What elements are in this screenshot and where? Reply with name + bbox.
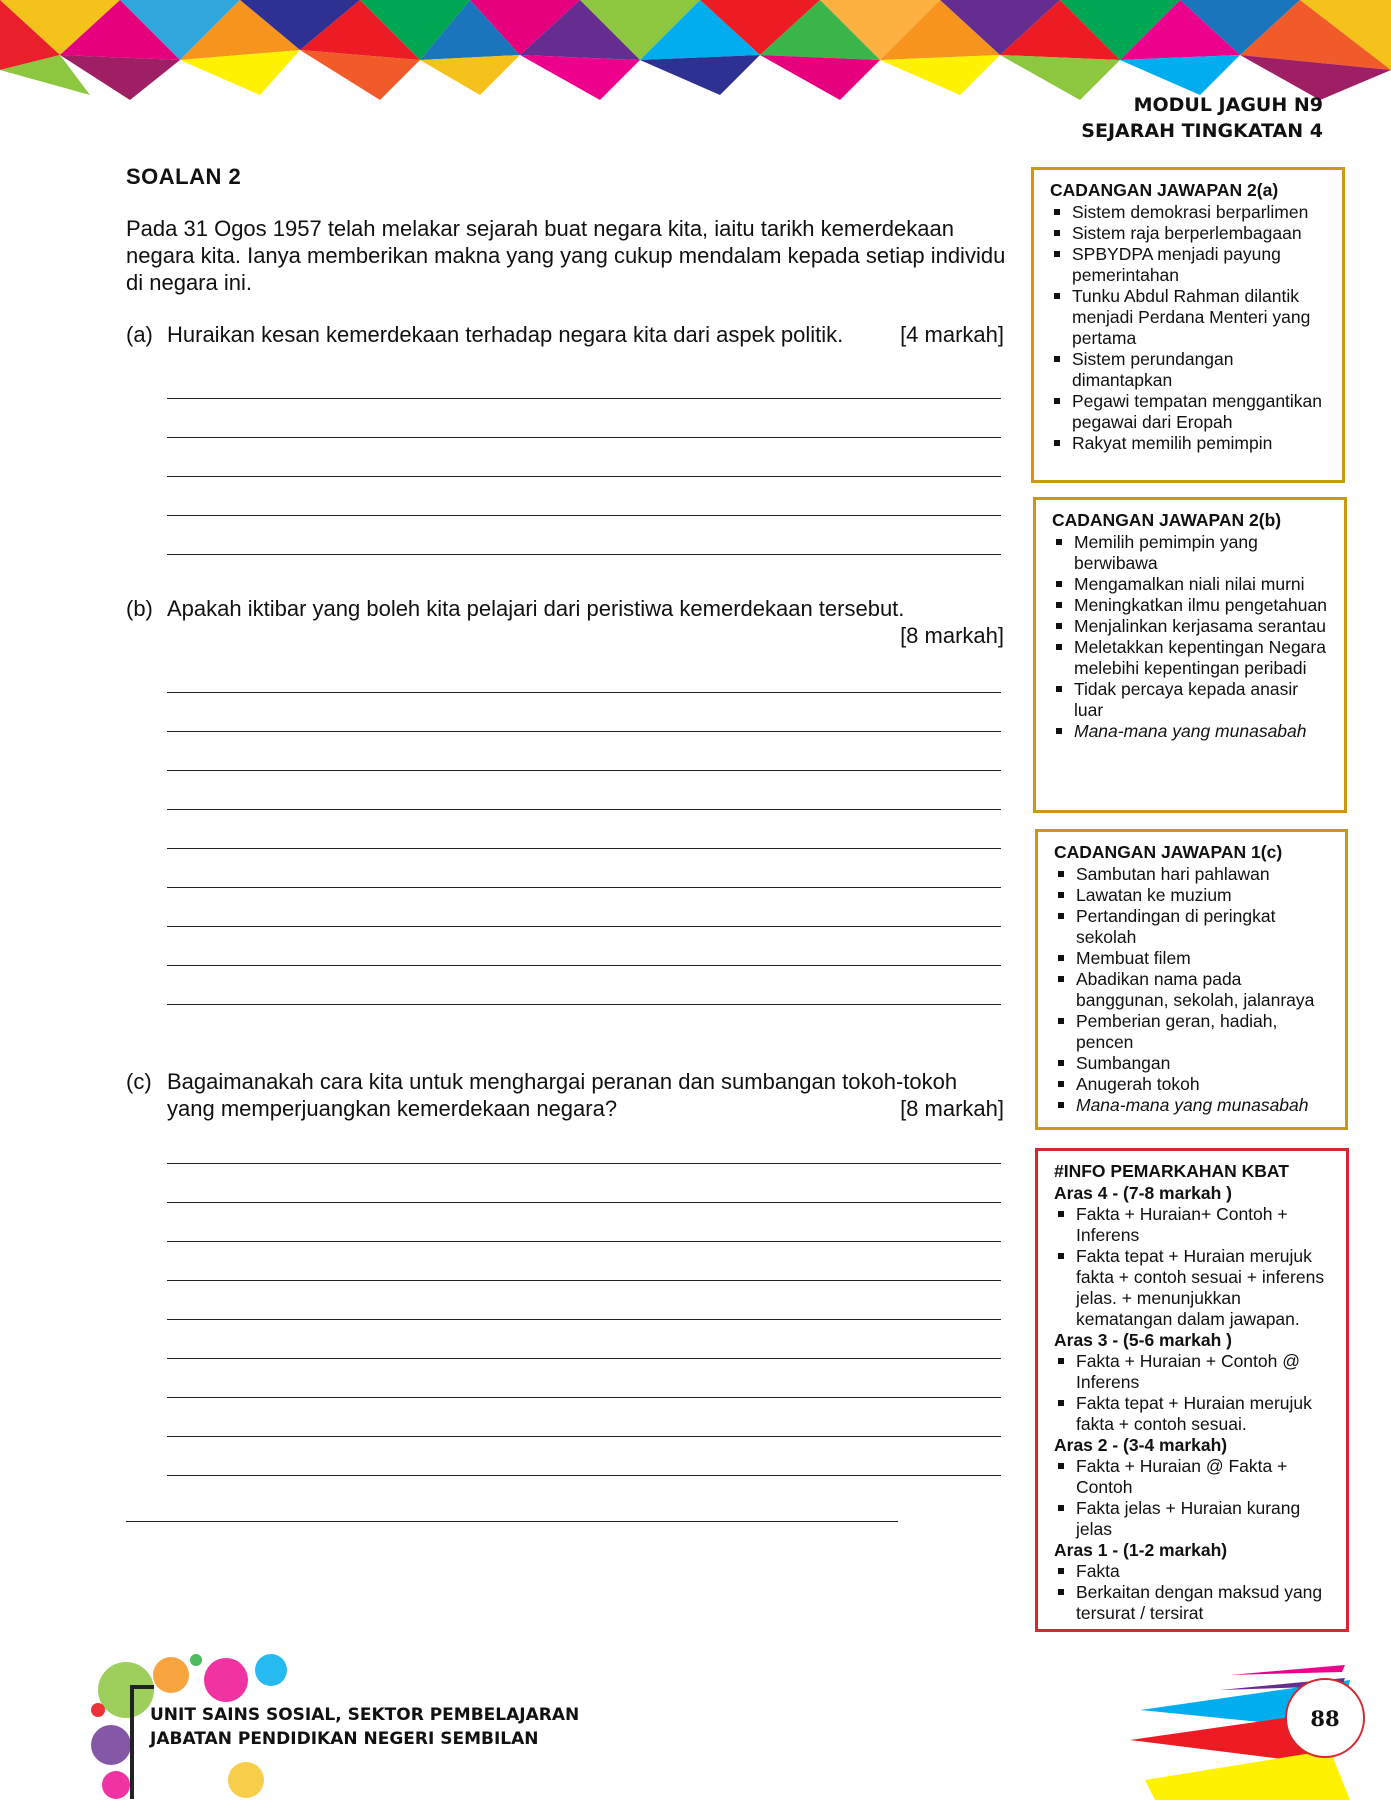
question-part-c <box>126 1068 1004 1122</box>
list-item: SPBYDPA menjadi payung pemerintahan <box>1050 244 1328 286</box>
answer-line[interactable] <box>167 515 1001 516</box>
list-item: Fakta <box>1054 1561 1332 1582</box>
list-item: Abadikan nama pada banggunan, sekolah, jalanraya <box>1054 969 1331 1011</box>
question-part-b <box>126 595 1004 649</box>
answer-line[interactable] <box>167 476 1001 477</box>
answer-line[interactable] <box>167 1475 1001 1476</box>
answer-line[interactable] <box>167 398 1001 399</box>
list-item: Fakta tepat + Huraian merujuk fakta + contoh sesuai + inferens jelas. + menunjukkan kematangan dalam jawapan. <box>1054 1246 1332 1330</box>
list-item: Sistem perundangan dimantapkan <box>1050 349 1328 391</box>
answer-line[interactable] <box>167 1397 1001 1398</box>
list-item: Pemberian geran, hadiah, pencen <box>1054 1011 1331 1053</box>
part-b-label: (b) <box>126 596 153 621</box>
footer-line-2: JABATAN PENDIDIKAN NEGERI SEMBILAN <box>150 1729 539 1749</box>
answer-line[interactable] <box>167 887 1001 888</box>
answer-line[interactable] <box>167 1436 1001 1437</box>
answer-line[interactable] <box>167 1241 1001 1242</box>
aras-1-heading: Aras 1 - (1-2 markah) <box>1054 1540 1228 1560</box>
part-b-text: Apakah iktibar yang boleh kita pelajari dari peristiwa kemerdekaan tersebut. <box>167 596 905 621</box>
aras-2-heading: Aras 2 - (3-4 markah) <box>1054 1435 1228 1455</box>
aras-4-list <box>1054 1204 1332 1330</box>
list-item: Berkaitan dengan maksud yang tersurat / tersirat <box>1054 1582 1332 1624</box>
answer-line[interactable] <box>126 1521 898 1522</box>
list-item: Fakta tepat + Huraian merujuk fakta + contoh sesuai. <box>1054 1393 1332 1435</box>
box-1c-title: CADANGAN JAWAPAN 1(c) <box>1054 842 1283 862</box>
question-intro: Pada 31 Ogos 1957 telah melakar sejarah buat negara kita, iaitu tarikh kemerdekaan negara kita. Ianya memberikan makna yang yang cukup mendalam kepada setiap individu di negara ini. <box>126 216 1006 295</box>
box-1c-list <box>1054 864 1331 1116</box>
aras-3-heading: Aras 3 - (5-6 markah ) <box>1054 1330 1232 1350</box>
part-b-marks: [8 markah] <box>900 623 1004 648</box>
answer-line[interactable] <box>167 554 1001 555</box>
list-item: Membuat filem <box>1054 948 1331 969</box>
question-title: SOALAN 2 <box>126 164 242 189</box>
answer-line[interactable] <box>167 809 1001 810</box>
suggested-answer-1c-box <box>1035 829 1348 1130</box>
box-2b-list <box>1052 532 1330 742</box>
marking-info-box <box>1035 1148 1349 1632</box>
box-2b-title: CADANGAN JAWAPAN 2(b) <box>1052 510 1282 530</box>
answer-line[interactable] <box>167 1202 1001 1203</box>
footer-institution <box>150 1703 579 1751</box>
list-item: Pertandingan di peringkat sekolah <box>1054 906 1331 948</box>
list-item: Mana-mana yang munasabah <box>1052 721 1330 742</box>
answer-line[interactable] <box>167 926 1001 927</box>
page-number: 88 <box>1285 1678 1365 1758</box>
part-a-marks: [4 markah] <box>900 322 1004 347</box>
answer-line[interactable] <box>167 437 1001 438</box>
list-item: Anugerah tokoh <box>1054 1074 1331 1095</box>
list-item: Menjalinkan kerjasama serantau <box>1052 616 1330 637</box>
list-item: Memilih pemimpin yang berwibawa <box>1052 532 1330 574</box>
list-item: Tidak percaya kepada anasir luar <box>1052 679 1330 721</box>
answer-line[interactable] <box>167 770 1001 771</box>
answer-line[interactable] <box>167 965 1001 966</box>
part-c-marks: [8 markah] <box>900 1096 1004 1121</box>
answer-line[interactable] <box>167 1319 1001 1320</box>
part-a-text: Huraikan kesan kemerdekaan terhadap negara kita dari aspek politik. <box>167 322 844 347</box>
answer-line[interactable] <box>167 1163 1001 1164</box>
list-item: Fakta + Huraian @ Fakta + Contoh <box>1054 1456 1332 1498</box>
aras-4-heading: Aras 4 - (7-8 markah ) <box>1054 1183 1232 1203</box>
list-item: Sumbangan <box>1054 1053 1331 1074</box>
list-item: Sambutan hari pahlawan <box>1054 864 1331 885</box>
box-2a-title: CADANGAN JAWAPAN 2(a) <box>1050 180 1279 200</box>
list-item: Tunku Abdul Rahman dilantik menjadi Perdana Menteri yang pertama <box>1050 286 1328 349</box>
list-item: Meningkatkan ilmu pengetahuan <box>1052 595 1330 616</box>
module-title: MODUL JAGUH N9 <box>1133 94 1323 116</box>
list-item: Lawatan ke muzium <box>1054 885 1331 906</box>
suggested-answer-2b-box <box>1033 497 1347 813</box>
answer-line[interactable] <box>167 1358 1001 1359</box>
box-2a-list <box>1050 202 1328 454</box>
module-header <box>1081 92 1323 144</box>
answer-line[interactable] <box>167 731 1001 732</box>
answer-line[interactable] <box>167 848 1001 849</box>
list-item: Meletakkan kepentingan Negara melebihi kepentingan peribadi <box>1052 637 1330 679</box>
part-a-label: (a) <box>126 322 153 347</box>
answer-line[interactable] <box>167 1004 1001 1005</box>
list-item: Mana-mana yang munasabah <box>1054 1095 1331 1116</box>
list-item: Pegawi tempatan menggantikan pegawai dari Eropah <box>1050 391 1328 433</box>
answer-line[interactable] <box>167 1280 1001 1281</box>
part-c-text: Bagaimanakah cara kita untuk menghargai peranan dan sumbangan tokoh-tokoh yang memperjuangkan kemerdekaan negara? <box>167 1069 958 1121</box>
answer-line[interactable] <box>167 692 1001 693</box>
suggested-answer-2a-box <box>1031 167 1345 483</box>
list-item: Mengamalkan niali nilai murni <box>1052 574 1330 595</box>
aras-1-list <box>1054 1561 1332 1624</box>
list-item: Sistem raja berperlembagaan <box>1050 223 1328 244</box>
list-item: Fakta jelas + Huraian kurang jelas <box>1054 1498 1332 1540</box>
list-item: Rakyat memilih pemimpin <box>1050 433 1328 454</box>
marking-info-title: #INFO PEMARKAHAN KBAT <box>1054 1161 1289 1181</box>
aras-3-list <box>1054 1351 1332 1435</box>
list-item: Fakta + Huraian + Contoh @ Inferens <box>1054 1351 1332 1393</box>
list-item: Sistem demokrasi berparlimen <box>1050 202 1328 223</box>
part-c-label: (c) <box>126 1069 152 1094</box>
aras-2-list <box>1054 1456 1332 1540</box>
question-part-a <box>126 321 1004 348</box>
footer-line-1: UNIT SAINS SOSIAL, SEKTOR PEMBELAJARAN <box>150 1705 580 1725</box>
list-item: Fakta + Huraian+ Contoh + Inferens <box>1054 1204 1332 1246</box>
subject-title: SEJARAH TINGKATAN 4 <box>1081 120 1323 142</box>
